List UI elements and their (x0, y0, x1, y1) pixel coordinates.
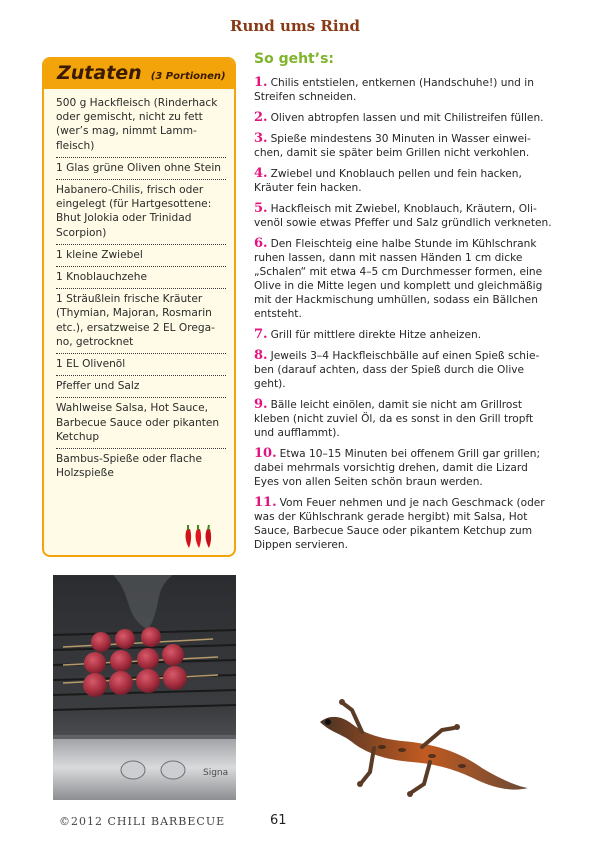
step-item (254, 496, 554, 552)
step-text: Vom Feuer nehmen und je nach Geschmack (oder was der Kühlschrank gerade hergibt) mit Salsa, Hot Sauce, Barbecue Sauce oder pikantem Ketchup zum Dippen servieren. (254, 497, 545, 551)
step-number: 10. (254, 446, 277, 461)
step-text: Oliven abtropfen lassen und mit Chilistreifen füllen. (270, 112, 544, 124)
step-text: Jeweils 3–4 Hackfleischbälle auf einen Spieß schie-ben (darauf achten, dass der Spieß durch die Olive geht). (254, 350, 540, 390)
steps-heading: So geht’s: (254, 51, 335, 67)
step-item (254, 398, 554, 440)
step-item (254, 447, 554, 489)
ingredients-header (44, 59, 234, 89)
step-number: 2. (254, 110, 268, 125)
chili-peppers-icon (182, 523, 216, 549)
step-text: Etwa 10–15 Minuten bei offenem Grill gar grillen; dabei mehrmals vorsichtig drehen, damit die Lizard Eyes von allen Seiten schön braun werden. (254, 448, 541, 488)
step-number: 9. (254, 397, 268, 412)
ingredients-list (44, 89, 234, 484)
ingredients-title: Zutaten (57, 62, 142, 84)
ingredients-portions: (3 Portionen) (150, 71, 226, 82)
chapter-title: Rund ums Rind (230, 17, 360, 35)
step-text: Bälle leicht einölen, damit sie nicht am Grillrost kleben (nicht zuviel Öl, da es sonst in den Grill tropft und aufflammt). (254, 399, 534, 439)
step-text: Grill für mittlere direkte Hitze anheizen. (270, 329, 482, 341)
ingredient-item: 1 Knoblauchzehe (56, 267, 226, 289)
step-item (254, 202, 554, 230)
ingredient-item: Bambus-Spieße oder flache Holzspieße (56, 453, 202, 480)
step-number: 8. (254, 348, 268, 363)
ingredient-item: 1 Glas grüne Oliven ohne Stein (56, 158, 226, 180)
step-text: Zwiebel und Knoblauch pellen und fein hacken, Kräuter fein hacken. (254, 168, 522, 194)
ingredient-item: 1 kleine Zwiebel (56, 245, 226, 267)
step-text: Spieße mindestens 30 Minuten in Wasser einwei-chen, damit sie später beim Grillen nicht verkohlen. (254, 133, 531, 159)
step-number: 1. (254, 75, 268, 90)
step-number: 4. (254, 166, 268, 181)
step-item (254, 76, 554, 104)
step-text: Chilis entstielen, entkernen (Handschuhe!) und in Streifen schneiden. (254, 77, 534, 103)
step-number: 6. (254, 236, 268, 251)
ingredient-item: 500 g Hackfleisch (Rinderhack oder gemischt, nicht zu fett (wer’s mag, nimmt Lamm-fleisch) (56, 93, 226, 158)
step-number: 5. (254, 201, 268, 216)
step-number: 11. (254, 495, 277, 510)
step-text: Den Fleischteig eine halbe Stunde im Kühlschrank ruhen lassen, dann mit nassen Händen 1 cm dicke „Schalen“ mit etwa 4–5 cm Durchmesser formen, eine Olive in die Mitte legen und komplett und gleichmäßig mit der Hackmischung umhüllen, sodass ein Bällchen entsteht. (254, 238, 543, 320)
ingredient-item: 1 Sträußlein frische Kräuter (Thymian, Majoran, Rosmarin etc.), ersatzweise 2 EL Orega-no, getrocknet (56, 289, 226, 354)
step-item (254, 111, 554, 125)
ingredients-box (42, 57, 236, 557)
ingredient-item: Pfeffer und Salz (56, 376, 226, 398)
step-item (254, 328, 554, 342)
grill-photo (53, 575, 236, 800)
page-number: 61 (270, 813, 287, 828)
step-number: 3. (254, 131, 268, 146)
ingredient-item: Habanero-Chilis, frisch oder eingelegt (für Hartgesottene: Bhut Jolokia oder Trinidad Scorpion) (56, 180, 226, 245)
grill-brand-text: Signa (203, 768, 229, 778)
step-item (254, 237, 554, 321)
step-item (254, 167, 554, 195)
ingredient-item: 1 EL Olivenöl (56, 354, 226, 376)
step-text: Hackfleisch mit Zwiebel, Knoblauch, Kräutern, Oli-venöl sowie etwas Pfeffer und Salz gründlich verkneten. (254, 203, 552, 229)
step-item (254, 349, 554, 391)
gecko-illustration (312, 692, 532, 802)
steps-list (254, 76, 554, 559)
step-number: 7. (254, 327, 268, 342)
ingredient-item: Wahlweise Salsa, Hot Sauce, Barbecue Sauce oder pikanten Ketchup (56, 398, 226, 449)
step-item (254, 132, 554, 160)
footer-copyright: ©2012 CHILI BARBECUE (59, 815, 226, 828)
